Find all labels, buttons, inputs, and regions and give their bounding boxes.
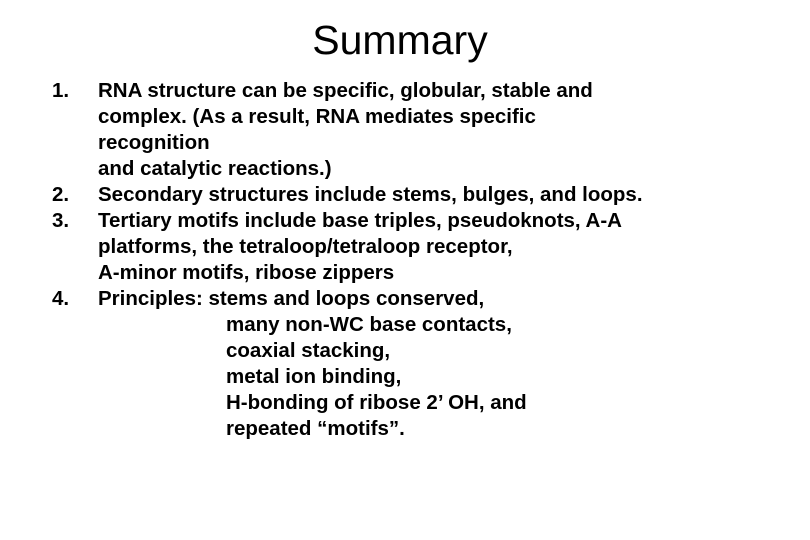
list-item-line: complex. (As a result, RNA mediates specific — [98, 105, 536, 128]
list-item-line: RNA structure can be specific, globular, stable and — [98, 79, 593, 102]
list-item-number: 4. — [52, 287, 70, 310]
list-item — [52, 182, 792, 208]
principle-line: coaxial stacking, — [226, 339, 391, 362]
principle-line: repeated “motifs”. — [226, 417, 405, 440]
list-item-line: Tertiary motifs include base triples, pseudoknots, A-A — [98, 209, 622, 232]
list-item — [52, 78, 792, 182]
principle-line: metal ion binding, — [226, 365, 402, 388]
summary-list — [52, 78, 792, 442]
list-item-number: 3. — [52, 209, 70, 232]
list-item-line: and catalytic reactions.) — [98, 157, 332, 180]
list-item — [52, 208, 792, 286]
list-item-line: recognition — [98, 131, 210, 154]
list-item — [52, 286, 792, 442]
list-item-line: A-minor motifs, ribose zippers — [98, 261, 395, 284]
list-item-number: 2. — [52, 183, 70, 206]
principle-line: many non-WC base contacts, — [226, 313, 512, 336]
list-item-line: platforms, the tetraloop/tetraloop receptor, — [98, 235, 513, 258]
list-item-line: Secondary structures include stems, bulges, and loops. — [98, 183, 643, 206]
list-item-line: Principles: stems and loops conserved, — [98, 287, 485, 310]
slide-title: Summary — [312, 17, 488, 63]
principle-line: H-bonding of ribose 2’ OH, and — [226, 391, 527, 414]
list-item-number: 1. — [52, 79, 70, 102]
